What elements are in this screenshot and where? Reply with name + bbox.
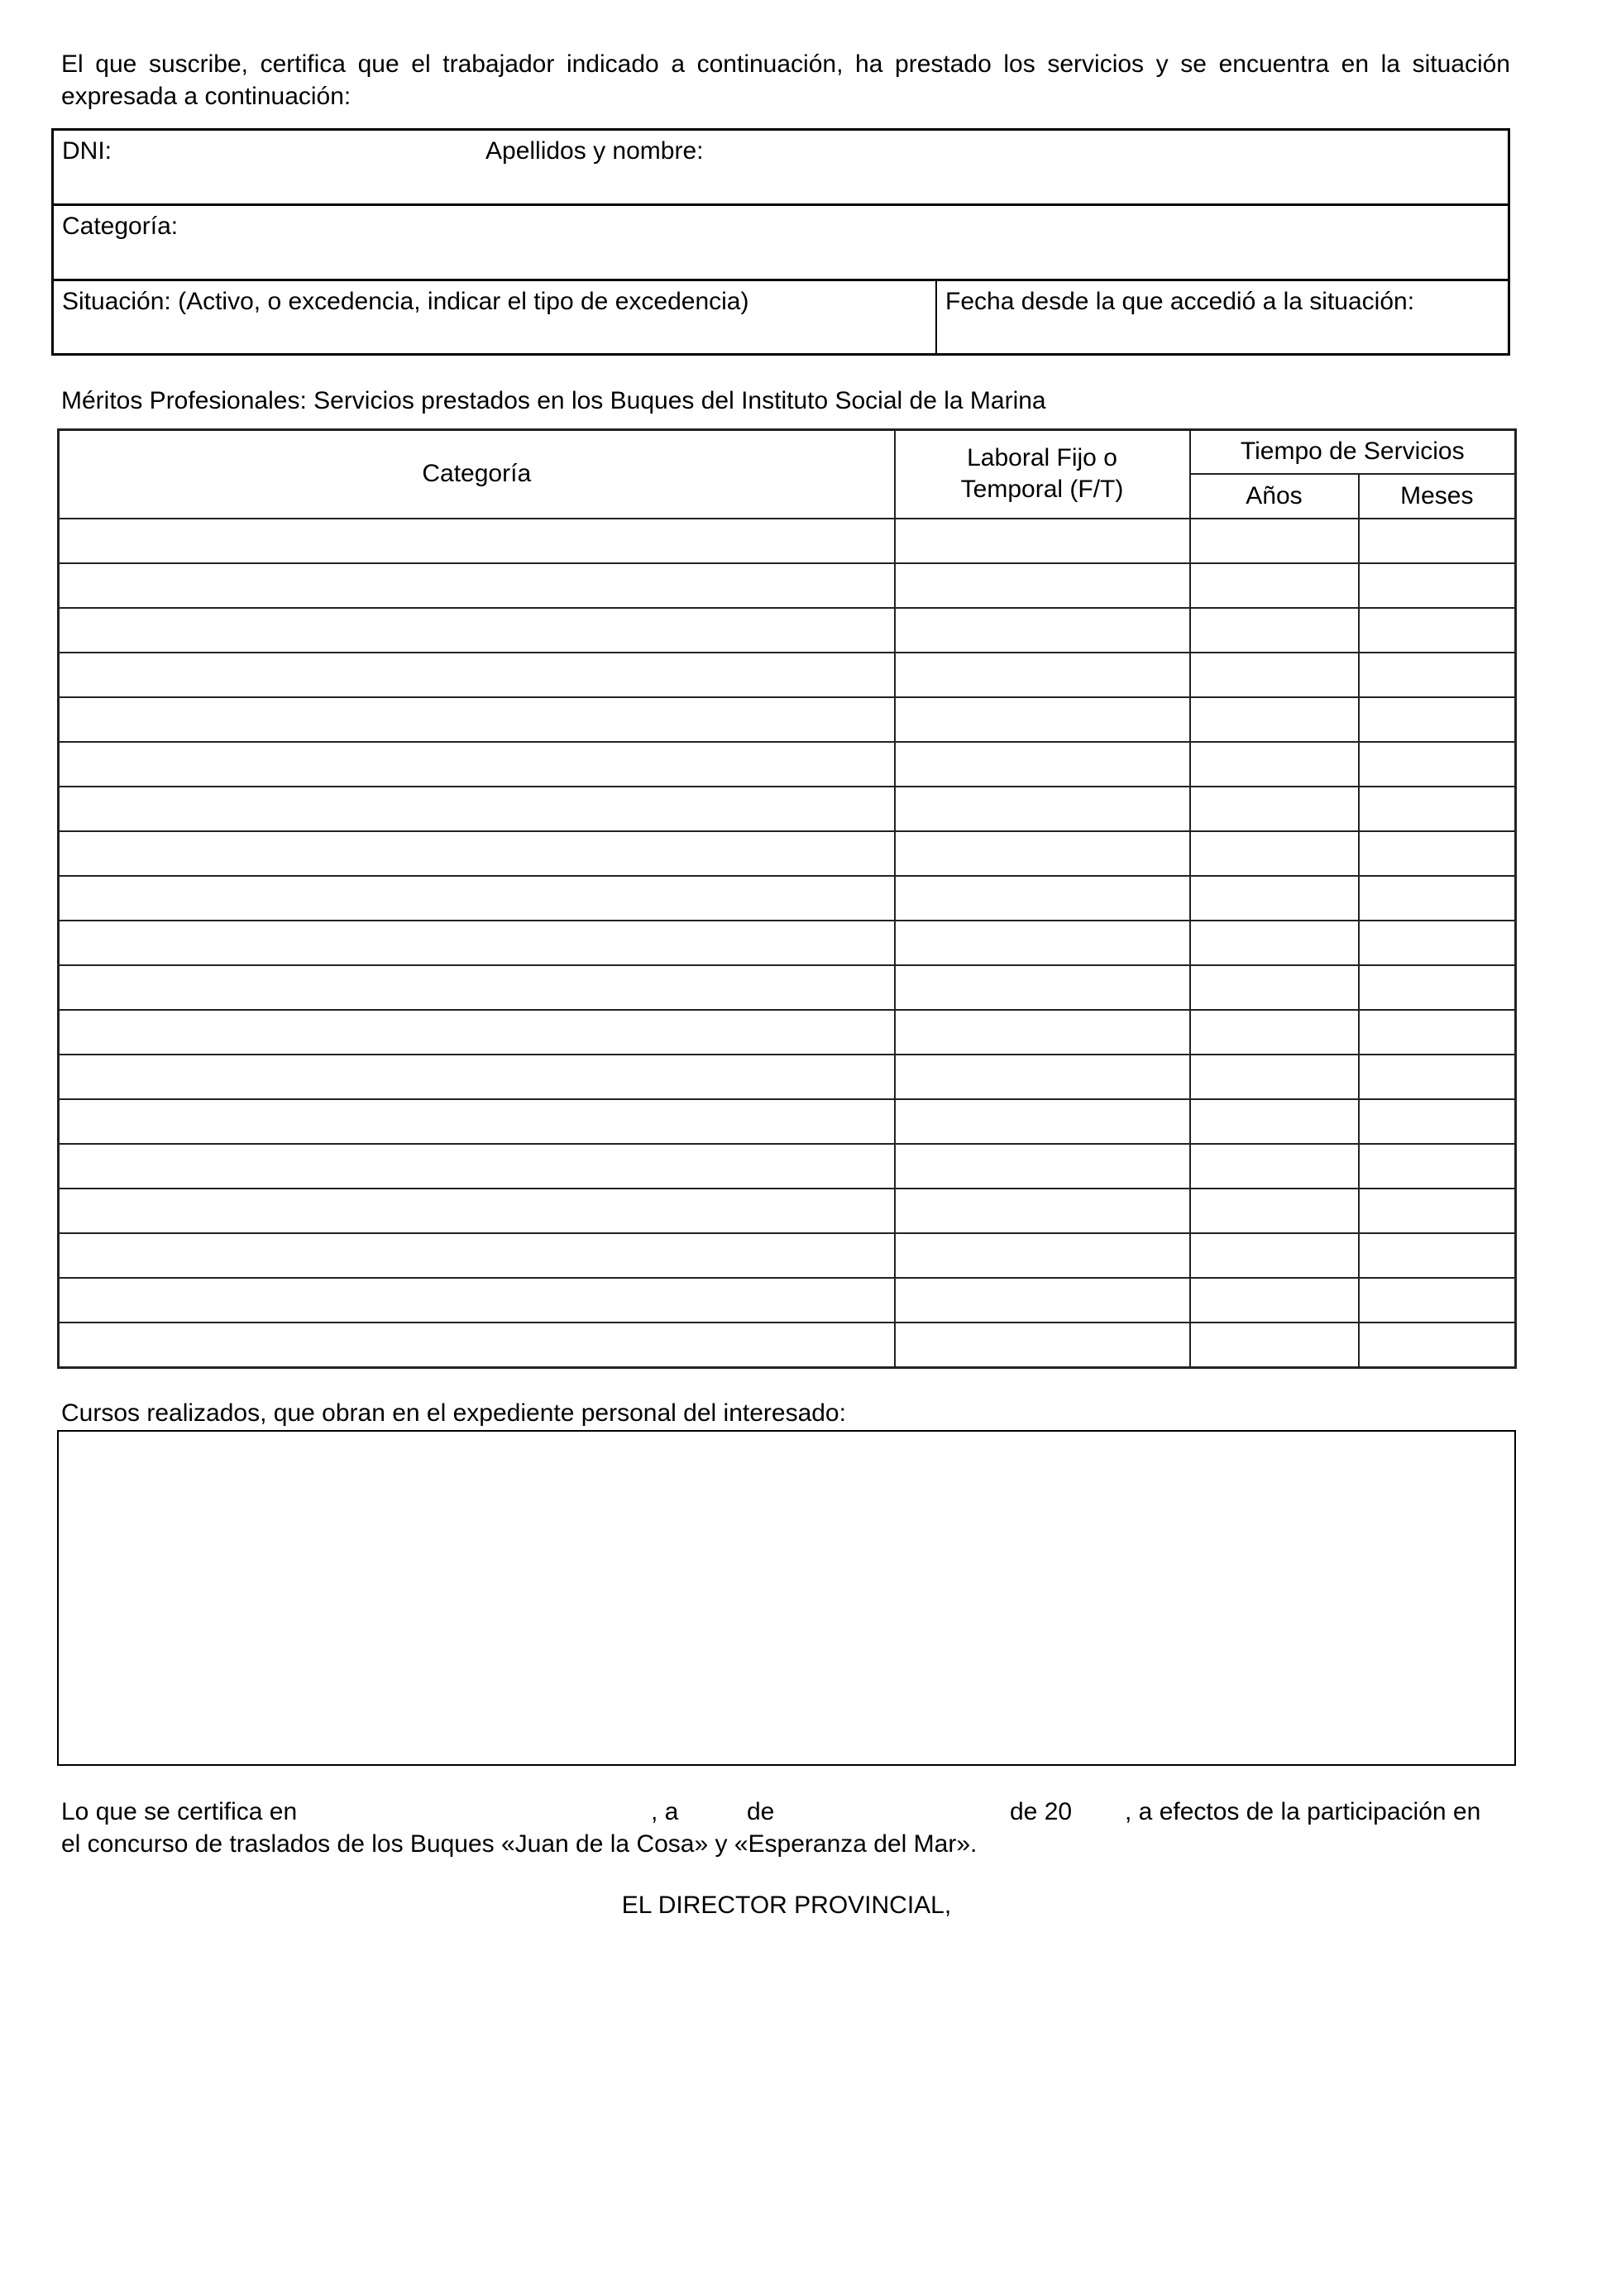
- table-row: [59, 1278, 1516, 1323]
- labor-type-cell[interactable]: [895, 653, 1190, 697]
- years-cell[interactable]: [1190, 742, 1359, 787]
- years-cell[interactable]: [1190, 1010, 1359, 1055]
- labor-type-cell[interactable]: [895, 1189, 1190, 1233]
- months-cell[interactable]: [1359, 608, 1516, 653]
- table-row: [59, 519, 1516, 563]
- closing-part4: de 20: [1010, 1798, 1073, 1825]
- merits-title: Méritos Profesionales: Servicios prestados en los Buques del Instituto Social de la Marina: [61, 387, 1046, 414]
- labor-type-cell[interactable]: [895, 519, 1190, 563]
- years-cell[interactable]: [1190, 1323, 1359, 1368]
- header-labor-type: [895, 430, 1190, 519]
- months-cell[interactable]: [1359, 1099, 1516, 1144]
- category-cell[interactable]: [59, 876, 895, 921]
- table-row: [59, 1144, 1516, 1189]
- years-cell[interactable]: [1190, 1278, 1359, 1323]
- years-cell[interactable]: [1190, 787, 1359, 831]
- table-row: [59, 1323, 1516, 1368]
- months-cell[interactable]: [1359, 965, 1516, 1010]
- labor-type-cell[interactable]: [895, 965, 1190, 1010]
- labor-type-cell[interactable]: [895, 608, 1190, 653]
- years-cell[interactable]: [1190, 1144, 1359, 1189]
- name-field[interactable]: Apellidos y nombre:: [485, 137, 704, 165]
- years-cell[interactable]: [1190, 1055, 1359, 1099]
- labor-type-cell[interactable]: [895, 1144, 1190, 1189]
- courses-title: Cursos realizados, que obran en el expediente personal del interesado:: [61, 1399, 846, 1427]
- category-cell[interactable]: [59, 1278, 895, 1323]
- header-months: Meses: [1359, 474, 1516, 519]
- closing-part1: Lo que se certifica en: [61, 1798, 298, 1825]
- years-cell[interactable]: [1190, 519, 1359, 563]
- table-row: [59, 653, 1516, 697]
- table-row: [59, 921, 1516, 965]
- years-cell[interactable]: [1190, 1189, 1359, 1233]
- months-cell[interactable]: [1359, 921, 1516, 965]
- years-cell[interactable]: [1190, 876, 1359, 921]
- months-cell[interactable]: [1359, 787, 1516, 831]
- table-row: [59, 965, 1516, 1010]
- table-row: [59, 1010, 1516, 1055]
- merits-table: [57, 428, 1517, 1369]
- months-cell[interactable]: [1359, 653, 1516, 697]
- table-row: [59, 563, 1516, 608]
- labor-type-cell[interactable]: [895, 921, 1190, 965]
- header-labor-type-line2: Temporal (F/T): [960, 476, 1124, 504]
- years-cell[interactable]: [1190, 563, 1359, 608]
- table-row: [59, 831, 1516, 876]
- labor-type-cell[interactable]: [895, 1099, 1190, 1144]
- months-cell[interactable]: [1359, 1189, 1516, 1233]
- situation-field[interactable]: Situación: (Activo, o excedencia, indicar el tipo de excedencia): [62, 288, 749, 315]
- labor-type-cell[interactable]: [895, 831, 1190, 876]
- months-cell[interactable]: [1359, 1055, 1516, 1099]
- table-row: [59, 1055, 1516, 1099]
- category-cell[interactable]: [59, 921, 895, 965]
- category-cell[interactable]: [59, 1055, 895, 1099]
- labor-type-cell[interactable]: [895, 1010, 1190, 1055]
- years-cell[interactable]: [1190, 921, 1359, 965]
- labor-type-cell[interactable]: [895, 1233, 1190, 1278]
- header-service-time: Tiempo de Servicios: [1190, 430, 1516, 474]
- years-cell[interactable]: [1190, 831, 1359, 876]
- years-cell[interactable]: [1190, 1233, 1359, 1278]
- category-cell[interactable]: [59, 519, 895, 563]
- dni-field[interactable]: DNI:: [62, 137, 112, 165]
- category-field[interactable]: Categoría:: [62, 213, 179, 240]
- category-cell[interactable]: [59, 965, 895, 1010]
- months-cell[interactable]: [1359, 519, 1516, 563]
- table-row: [59, 787, 1516, 831]
- table-row: [59, 1233, 1516, 1278]
- years-cell[interactable]: [1190, 608, 1359, 653]
- category-cell[interactable]: [59, 1233, 895, 1278]
- labor-type-cell[interactable]: [895, 1055, 1190, 1099]
- header-labor-type-line1: Laboral Fijo o: [967, 444, 1117, 472]
- labor-type-cell[interactable]: [895, 1323, 1190, 1368]
- category-cell[interactable]: [59, 1010, 895, 1055]
- table-row: [59, 742, 1516, 787]
- years-cell[interactable]: [1190, 1099, 1359, 1144]
- header-category: Categoría: [59, 430, 895, 519]
- months-cell[interactable]: [1359, 876, 1516, 921]
- years-cell[interactable]: [1190, 653, 1359, 697]
- labor-type-cell[interactable]: [895, 697, 1190, 742]
- closing-line2: el concurso de traslados de los Buques «Juan de la Cosa» y «Esperanza del Mar».: [61, 1830, 978, 1858]
- labor-type-cell[interactable]: [895, 787, 1190, 831]
- category-cell[interactable]: [59, 1189, 895, 1233]
- category-cell[interactable]: [59, 742, 895, 787]
- header-years: Años: [1190, 474, 1359, 519]
- category-cell[interactable]: [59, 563, 895, 608]
- table-row: [59, 608, 1516, 653]
- table-row: [59, 1099, 1516, 1144]
- category-cell[interactable]: [59, 653, 895, 697]
- table-row: [59, 1189, 1516, 1233]
- labor-type-cell[interactable]: [895, 1278, 1190, 1323]
- months-cell[interactable]: [1359, 1278, 1516, 1323]
- months-cell[interactable]: [1359, 563, 1516, 608]
- category-cell[interactable]: [59, 608, 895, 653]
- category-cell[interactable]: [59, 697, 895, 742]
- months-cell[interactable]: [1359, 1233, 1516, 1278]
- courses-box[interactable]: [57, 1430, 1516, 1766]
- signatory: EL DIRECTOR PROVINCIAL,: [621, 1892, 952, 1919]
- closing-part3: de: [747, 1798, 775, 1825]
- labor-type-cell[interactable]: [895, 876, 1190, 921]
- closing-part5: , a efectos de la participación en: [1125, 1798, 1481, 1825]
- table-row: [59, 697, 1516, 742]
- worker-info-box: [51, 128, 1510, 356]
- category-cell[interactable]: [59, 831, 895, 876]
- category-cell[interactable]: [59, 1099, 895, 1144]
- months-cell[interactable]: [1359, 742, 1516, 787]
- category-cell[interactable]: [59, 1323, 895, 1368]
- labor-type-cell[interactable]: [895, 742, 1190, 787]
- years-cell[interactable]: [1190, 697, 1359, 742]
- months-cell[interactable]: [1359, 1010, 1516, 1055]
- months-cell[interactable]: [1359, 697, 1516, 742]
- labor-type-cell[interactable]: [895, 563, 1190, 608]
- category-cell[interactable]: [59, 1144, 895, 1189]
- years-cell[interactable]: [1190, 965, 1359, 1010]
- situation-date-field[interactable]: Fecha desde la que accedió a la situación:: [945, 288, 1415, 315]
- category-cell[interactable]: [59, 787, 895, 831]
- months-cell[interactable]: [1359, 1144, 1516, 1189]
- table-row: [59, 876, 1516, 921]
- months-cell[interactable]: [1359, 831, 1516, 876]
- intro-paragraph: El que suscribe, certifica que el trabajador indicado a continuación, ha prestado los servicios y se encuentra en la situación expresada a continuación:: [61, 50, 1510, 110]
- months-cell[interactable]: [1359, 1323, 1516, 1368]
- closing-part2: , a: [651, 1798, 679, 1825]
